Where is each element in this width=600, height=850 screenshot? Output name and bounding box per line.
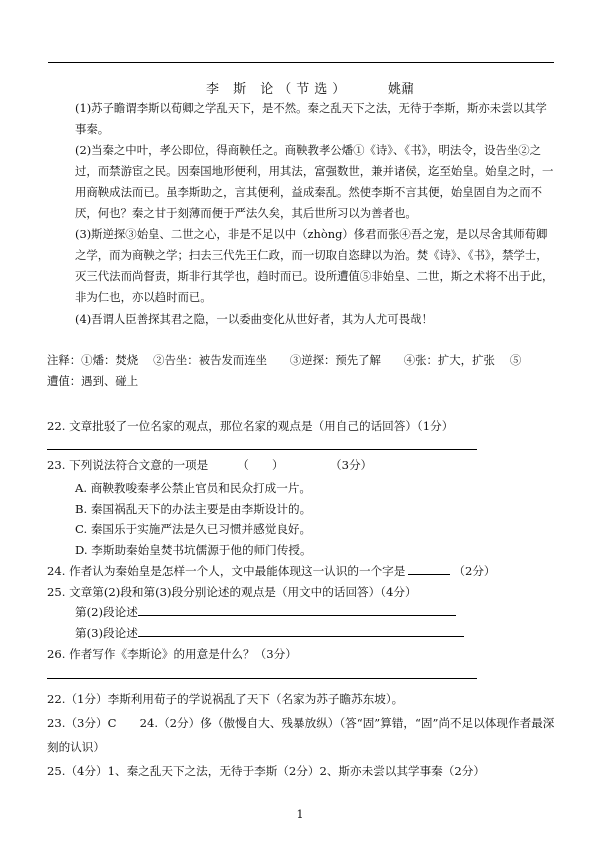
q25-blank-1[interactable] (138, 603, 456, 616)
q24-score: （2分） (453, 564, 496, 578)
answer-line-26[interactable] (47, 678, 477, 679)
question-26: 26. 作者写作《李斯论》的用意是什么？（3分） (47, 647, 297, 661)
question-22: 22. 文章批驳了一位名家的观点，那位名家的观点是（用自己的话回答）（1分） (47, 419, 454, 433)
q23-option-c[interactable]: C. 秦国乐于实施严法是久已习惯并感觉良好。 (75, 522, 312, 536)
passage-author: 姚鼐 (388, 82, 415, 97)
q23-option-a[interactable]: A. 商鞅教唆秦孝公禁止官员和民众打成一片。 (75, 481, 312, 495)
top-rule (48, 62, 554, 63)
q25-label-2: 第(3)段论述 (75, 626, 138, 640)
passage-paragraph-3: (3)斯逆探③始皇、二世之心，非是不足以中（zhòng）侈君而张④吾之宠，是以尽舍其师荀卿之学，而为商鞅之学；扫去三代先王仁政，而一切取自恣肆以为治。焚《诗》、《书》，禁学士，灭三代法而尚督责，斯非行其学也，趋时而已。设所遭值⑤非始皇、二世，斯之术将不出于此，非为仁也，亦以趋时而已。 (75, 227, 554, 304)
question-24 (47, 562, 567, 580)
q25-part-1 (75, 603, 456, 621)
question-23: 23. 下列说法符合文意的一项是 （ ） （3分） (47, 458, 373, 472)
answer-25: 25.（4分）1、秦之乱天下之法，无待于李斯（2分）2、斯亦未尝以其学事秦（2分） (47, 764, 485, 778)
q25-part-2 (75, 624, 464, 642)
q25-label-1: 第(2)段论述 (75, 605, 138, 619)
q23-option-b[interactable]: B. 秦国祸乱天下的办法主要是由李斯设计的。 (75, 502, 312, 516)
page-number: 1 (296, 808, 304, 821)
question-25: 25. 文章第(2)段和第(3)段分别论述的观点是（用文中的话回答）（4分） (47, 585, 417, 599)
q23-option-d[interactable]: D. 李斯助秦始皇焚书坑儒源于他的师门传授。 (75, 543, 312, 557)
annotation-notes (47, 350, 557, 392)
notes-line-2: 遭值：遇到、碰上 (47, 374, 139, 388)
answer-line-22[interactable] (47, 449, 477, 450)
passage-paragraph-1: (1)苏子瞻谓李斯以荀卿之学乱天下，是不然。秦之乱天下之法，无待于李斯，斯亦未尝以其学事秦。 (75, 101, 547, 136)
answer-22: 22.（1分）李斯利用荀子的学说祸乱了天下（名家为苏子瞻苏东坡）。 (47, 692, 404, 706)
passage-paragraph-2: (2)当秦之中叶，孝公即位，得商鞅任之。商鞅教孝公燔①《诗》、《书》，明法令，设告坐②之过，而禁游宦之民。因秦国地形便利，用其法，富强数世，兼并诸侯，迄至始皇。始皇之时，一用商鞅成法而已。虽李斯助之，言其便利，益成秦乱。然使李斯不言其便，始皇固自为之而不厌，何也？秦之甘于刻薄而便于严法久矣，其后世所习以为善者也。 (75, 143, 554, 220)
passage-paragraph-4: (4)吾谓人臣善探其君之隐，一以委曲变化从世好者，其为人尤可畏哉！ (75, 312, 433, 326)
q24-answer-blank[interactable] (408, 562, 450, 575)
notes-line-1: 注释：①燔：焚烧 ②告坐：被告发而连坐 ③逆探：预先了解 ④张：扩大，扩张 ⑤ (47, 353, 522, 367)
q25-blank-2[interactable] (138, 624, 464, 637)
passage-title: 李 斯 论（节选） (206, 82, 351, 97)
q24-text: 24. 作者认为秦始皇是怎样一个人，文中最能体现这一认识的一个字是 (47, 564, 406, 578)
answer-23-24: 23.（3分）C 24.（2分）侈（傲慢自大、残暴放纵）（答“固”算错，“固”尚不足以体现作者最深刻的认识） (47, 716, 555, 754)
